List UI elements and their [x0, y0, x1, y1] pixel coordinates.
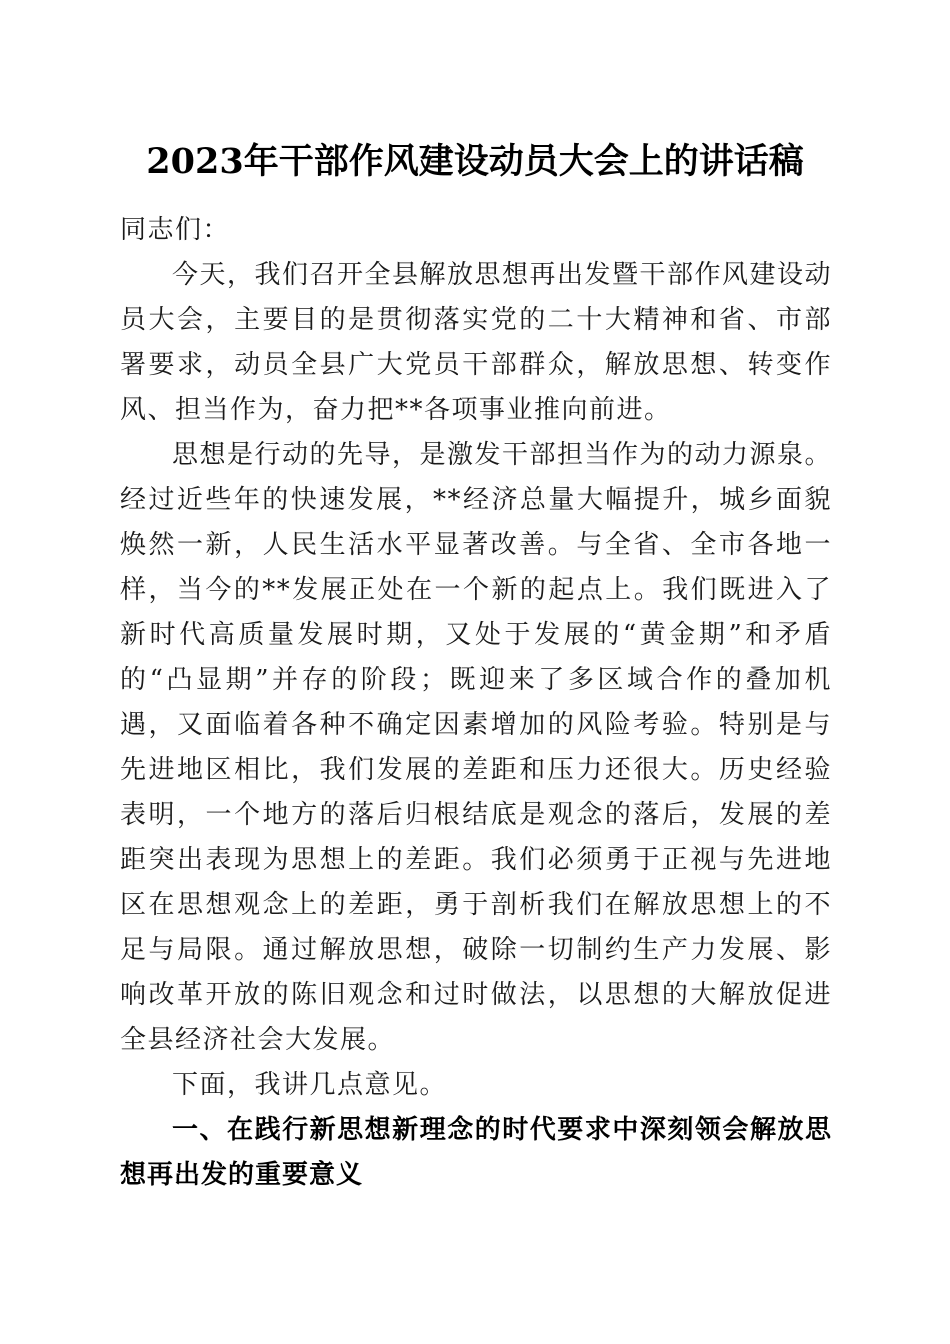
- document-body: [120, 208, 832, 1198]
- section-heading: 一、在践行新思想新理念的时代要求中深刻领会解放思想再出发的重要意义: [120, 1115, 832, 1190]
- paragraph-opening: 今天，我们召开全县解放思想再出发暨干部作风建设动员大会，主要目的是贯彻落实党的二十大精神和省、市部署要求，动员全县广大党员干部群众，解放思想、转变作风、担当作为，奋力把**各项事业推向前进。: [120, 260, 833, 425]
- salutation: 同志们：: [120, 215, 231, 245]
- paragraph-thought: 思想是行动的先导，是激发干部担当作为的动力源泉。经过近些年的快速发展，**经济总量大幅提升，城乡面貌焕然一新，人民生活水平显著改善。与全省、全市各地一样，当今的**发展正处在一个新的起点上。我们既进入了新时代高质量发展时期，又处于发展的“黄金期”和矛盾的“凸显期”并存的阶段；既迎来了多区域合作的叠加机遇，又面临着各种不确定因素增加的风险考验。特别是与先进地区相比，我们发展的差距和压力还很大。历史经验表明，一个地方的落后归根结底是观念的落后，发展的差距突出表现为思想上的差距。我们必须勇于正视与先进地区在思想观念上的差距，勇于剖析我们在解放思想上的不足与局限。通过解放思想，破除一切制约生产力发展、影响改革开放的陈旧观念和过时做法，以思想的大解放促进全县经济社会大发展。: [120, 440, 833, 1055]
- document-title: 2023年干部作风建设动员大会上的讲话稿: [146, 141, 804, 182]
- paragraph-transition: 下面，我讲几点意见。: [172, 1070, 448, 1100]
